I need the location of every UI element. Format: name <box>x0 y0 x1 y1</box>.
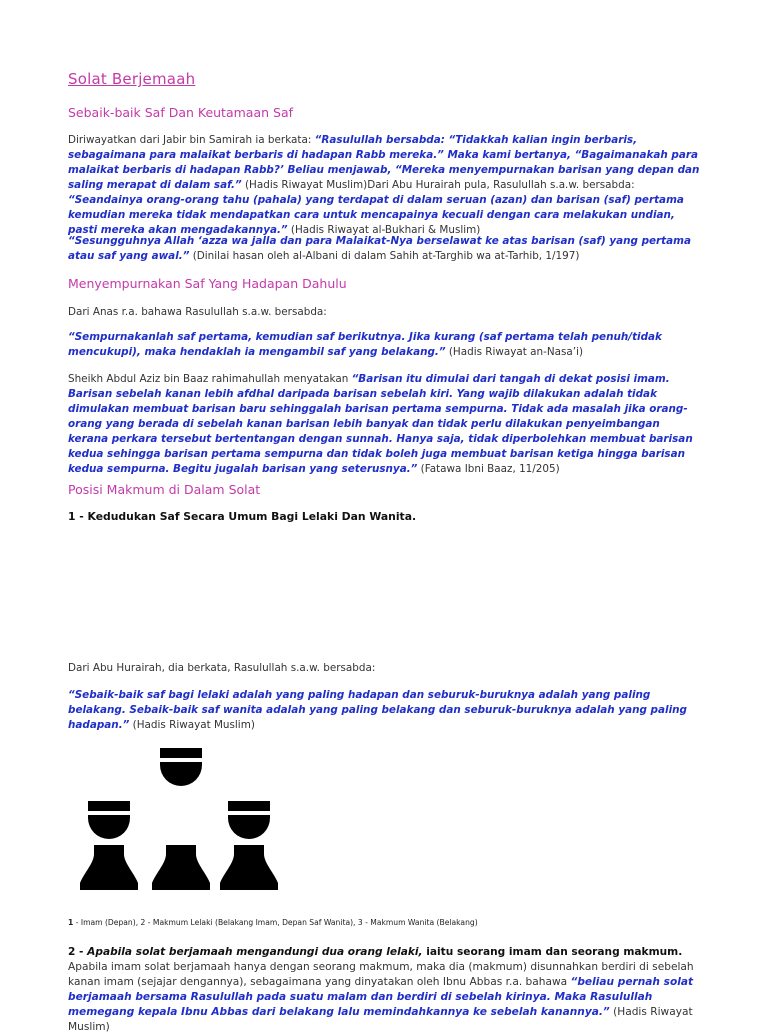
section-heading-posisi: Posisi Makmum di Dalam Solat <box>68 482 261 497</box>
makmum-wanita-center-figure <box>152 845 210 890</box>
makmum-lelaki-left-figure <box>88 801 130 839</box>
section-heading-menyempurnakan: Menyempurnakan Saf Yang Hadapan Dahulu <box>68 276 347 291</box>
paragraph-abu-hurairah: Dari Abu Hurairah, dia berkata, Rasulullah s.a.w. bersabda: <box>68 662 376 674</box>
paragraph-selawat: “Sesungguhnya Allah ‘azza wa jalla dan para Malaikat-Nya berselawat ke atas barisan (saf) yang pertama atau saf yang awal.” (Dinilai hasan oleh al-Albani di dalam Sahih at-Targhib wa at-Tarhib, 1/197) <box>68 235 692 262</box>
paragraph-jabir: Diriwayatkan dari Jabir bin Samirah ia berkata: “Rasulullah bersabda: “Tidakkah kalian ingin berbaris, sebagaimana para malaikat berbaris di hadapan Rabb mereka.” Maka kami bertanya, “Bagaimanakah para malaikat berbaris di hadapan Rabb?’ Beliau menjawab, “Mereka menyempurnakan barisan yang depan dan saling merapat di dalam saf.” (Hadis Riwayat Muslim)Dari Abu Hurairah pula, Rasulullah s.a.w. bersabda: “Seandainya orang-orang tahu (pahala) yang terdapat di dalam seruan (azan) dan barisan (saf) pertama kemudian mereka tidak mendapatkan cara untuk mencapainya kecuali dengan cara melakukan undian, pasti mereka akan mengadakannya.” (Hadis Riwayat al-Bukhari & Muslim) <box>68 134 700 236</box>
illustration-caption: 1 - Imam (Depan), 2 - Makmum Lelaki (Belakang Imam, Depan Saf Wanita), 3 - Makmum Wanita (Belakang) <box>68 918 478 927</box>
paragraph-sempurnakan: “Sempurnakanlah saf pertama, kemudian saf berikutnya. Jika kurang (saf pertama telah penuh/tidak mencukupi), maka hendaklah ia mengambil saf yang belakang.” (Hadis Riwayat an-Nasa’i) <box>68 331 662 358</box>
paragraph-sebaik-saf: “Sebaik-baik saf bagi lelaki adalah yang paling hadapan dan seburuk-buruknya adalah yang paling belakang. Sebaik-baik saf wanita adalah yang paling belakang dan seburuk-buruknya adalah yang paling hadapan.” (Hadis Riwayat Muslim) <box>68 689 687 731</box>
section-heading-saf: Sebaik-baik Saf Dan Keutamaan Saf <box>68 105 294 120</box>
paragraph-anas: Dari Anas r.a. bahawa Rasulullah s.a.w. bersabda: <box>68 306 327 318</box>
paragraph-item-2: 2 - Apabila solat berjamaah mengandungi dua orang lelaki, iaitu seorang imam dan seorang makmum. Apabila imam solat berjamaah hanya dengan seorang makmum, maka dia (makmum) disunnahkan berdiri di sebelah kanan imam (sejajar dengannya), sebagaimana yang dinyatakan oleh Ibnu Abbas r.a. bahawa “beliau pernah solat berjamaah bersama Rasulullah pada suatu malam dan berdiri di sebelah kirinya. Maka Rasulullah memegang kepala Ibnu Abbas dari belakang lalu memindahkannya ke sebelah kanannya.” (Hadis Riwayat Muslim) <box>68 946 694 1033</box>
saf-position-illustration <box>68 745 293 905</box>
makmum-wanita-right-figure <box>220 845 278 890</box>
page-title: Solat Berjemaah <box>68 70 196 88</box>
makmum-lelaki-right-figure <box>228 801 270 839</box>
makmum-wanita-left-figure <box>80 845 138 890</box>
item-heading-1: 1 - Kedudukan Saf Secara Umum Bagi Lelaki Dan Wanita. <box>68 510 417 523</box>
paragraph-bin-baaz: Sheikh Abdul Aziz bin Baaz rahimahullah menyatakan “Barisan itu dimulai dari tangah di dekat posisi imam. Barisan sebelah kanan lebih afdhal daripada barisan sebelah kiri. Yang wajib dilakukan adalah tidak dimulakan membuat barisan baru sehinggalah barisan pertama sempurna. Tidak ada masalah jika orang-orang yang berada di sebelah kanan barisan lebih banyak dan tidak perlu dilakukan penyeimbangan kerana perkara tersebut bertentangan dengan sunnah. Hanya saja, tidak diperbolehkan membuat barisan kedua sehingga barisan pertama sempurna dan tidak boleh juga membuat barisan ketiga hingga barisan kedua sempurna. Begitu jugalah barisan yang seterusnya.” (Fatawa Ibni Baaz, 11/205) <box>68 373 693 475</box>
imam-figure <box>160 748 202 786</box>
